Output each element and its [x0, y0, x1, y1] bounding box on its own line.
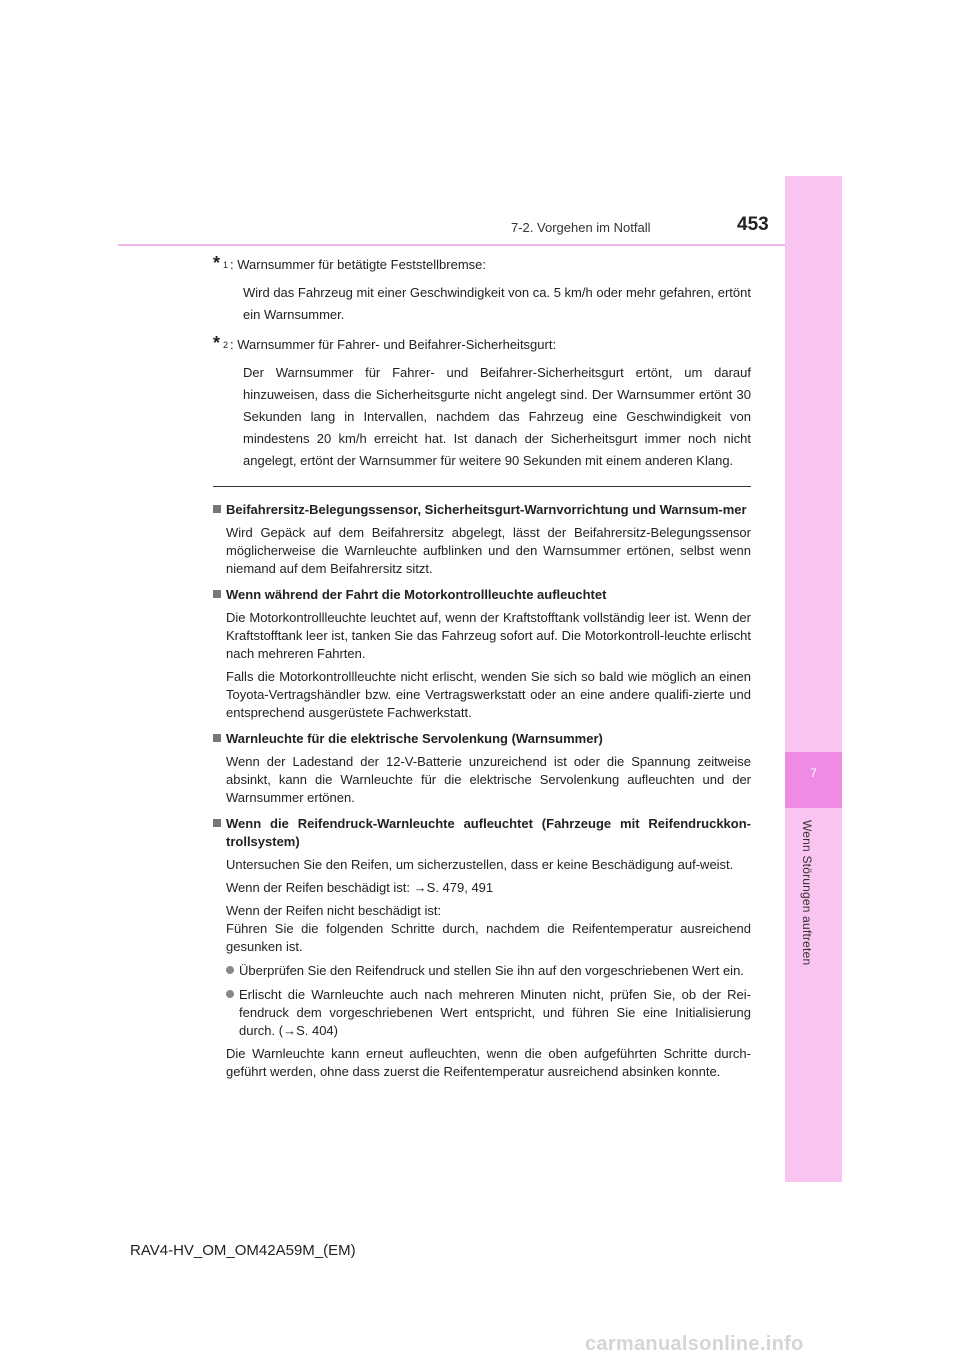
item-heading — [213, 586, 751, 604]
item-heading-text: Wenn während der Fahrt die Motorkontrollleuchte aufleuchtet — [226, 587, 607, 602]
watermark: carmanualsonline.info — [585, 1333, 804, 1355]
bullet-step — [213, 962, 751, 980]
info-item-tire-pressure — [213, 815, 751, 1081]
footnote-1 — [213, 253, 751, 326]
footnote-index: 1 — [223, 260, 229, 270]
info-item-passenger-sensor — [213, 501, 751, 578]
square-bullet-icon — [213, 819, 221, 827]
item-heading-text: Wenn die Reifendruck-Warnleuchte aufleuchtet (Fahrzeuge mit Reifendruckkon-trollsystem) — [226, 816, 751, 849]
page-content — [213, 253, 751, 1089]
section-divider — [213, 486, 751, 487]
paragraph-page-reference: Wenn der Reifen beschädigt ist: →S. 479, 491 — [226, 880, 494, 895]
item-body — [213, 753, 751, 807]
paragraph: Die Motorkontrollleuchte leuchtet auf, wenn der Kraftstofftank vollständig leer ist. Wenn der Kraftstofftank leer ist, tanken Sie das Fahrzeug sofort auf. Die Motorkontroll-leuchte erlischt nach mehreren Fahrten. — [226, 610, 751, 661]
item-closing — [213, 1045, 751, 1081]
chapter-side-tab — [785, 176, 842, 1182]
paragraph: Die Warnleuchte kann erneut aufleuchten, wenn die oben aufgeführten Schritte durch-geführt werden, ohne dass zuerst die Reifentemperatur ausreichend absinken konnte. — [226, 1046, 751, 1079]
paragraph: Wird Gepäck auf dem Beifahrersitz abgelegt, lässt der Beifahrersitz-Belegungssensor möglicherweise die Warnleuchte aufblinken und den Warnsummer ertönen, selbst wenn niemand auf dem Beifahrersitz sitzt. — [226, 525, 751, 576]
item-body — [213, 609, 751, 722]
paragraph: Untersuchen Sie den Reifen, um sicherzustellen, dass er keine Beschädigung auf-weist. — [226, 857, 734, 872]
footnote-title: : Warnsummer für betätigte Feststellbremse: — [230, 257, 486, 272]
bullet-text: Überprüfen Sie den Reifendruck und stellen Sie ihn auf den vorgeschriebenen Wert ein. — [239, 963, 744, 978]
info-item-power-steering — [213, 730, 751, 807]
square-bullet-icon — [213, 590, 221, 598]
circle-bullet-icon — [226, 966, 234, 974]
asterisk-mark: * — [213, 333, 221, 353]
paragraph: Falls die Motorkontrollleuchte nicht erlischt, wenden Sie sich so bald wie möglich an einen Toyota-Vertragshändler bzw. eine Vertragswerkstatt oder an eine andere qualifi-zierte und entsprechend ausgerüstete Fachwerkstatt. — [226, 669, 751, 720]
footnote-2 — [213, 333, 751, 472]
paragraph: Führen Sie die folgenden Schritte durch, nachdem die Reifentemperatur ausreichend gesunken ist. — [226, 921, 751, 954]
chapter-label: Wenn Störungen auftreten — [800, 820, 814, 966]
item-body — [213, 524, 751, 578]
item-heading — [213, 815, 751, 851]
paragraph: Wenn der Reifen nicht beschädigt ist: — [226, 903, 442, 918]
circle-bullet-icon — [226, 990, 234, 998]
paragraph: Wenn der Ladestand der 12-V-Batterie unzureichend ist oder die Spannung zeitweise absinkt, kann die Warnleuchte für die elektrische Servolenkung aufleuchten und der Warnsummer ertönen. — [226, 754, 751, 805]
info-item-check-engine — [213, 586, 751, 722]
header-divider — [118, 244, 785, 246]
footnote-title: : Warnsummer für Fahrer- und Beifahrer-Sicherheitsgurt: — [230, 337, 557, 352]
square-bullet-icon — [213, 734, 221, 742]
page-number: 453 — [737, 214, 769, 235]
item-heading-text: Beifahrersitz-Belegungssensor, Sicherheitsgurt-Warnvorrichtung und Warnsum-mer — [226, 502, 747, 517]
chapter-number: 7 — [810, 766, 817, 780]
asterisk-mark: * — [213, 253, 221, 273]
item-heading — [213, 730, 751, 748]
item-body — [213, 856, 751, 956]
item-heading-text: Warnleuchte für die elektrische Servolenkung (Warnsummer) — [226, 731, 603, 746]
bullet-text: Erlischt die Warnleuchte auch nach mehreren Minuten nicht, prüfen Sie, ob der Rei-fendruck dem vorgeschriebenen Wert entspricht, und führen Sie eine Initialisierung durch. (→S. 404) — [239, 987, 751, 1038]
square-bullet-icon — [213, 505, 221, 513]
footnote-index: 2 — [223, 340, 229, 350]
chapter-number-tab — [785, 752, 842, 808]
manual-code: RAV4-HV_OM_OM42A59M_(EM) — [130, 1242, 356, 1259]
item-heading — [213, 501, 751, 519]
footnote-body: Wird das Fahrzeug mit einer Geschwindigkeit von ca. 5 km/h oder mehr gefahren, ertönt ein Warnsummer. — [243, 285, 751, 322]
footnote-body: Der Warnsummer für Fahrer- und Beifahrer-Sicherheitsgurt ertönt, um darauf hinzuweisen, dass die Sicherheitsgurte nicht angelegt sind. Der Warnsummer ertönt 30 Sekunden lang in Intervallen, nachdem das Fahrzeug eine Geschwindigkeit von mindestens 20 km/h erreicht hat. Ist danach der Sicherheitsgurt immer noch nicht angelegt, ertönt der Warnsummer für weitere 90 Sekunden mit einem anderen Klang. — [243, 365, 751, 468]
bullet-step — [213, 986, 751, 1040]
section-title: 7-2. Vorgehen im Notfall — [511, 220, 651, 235]
